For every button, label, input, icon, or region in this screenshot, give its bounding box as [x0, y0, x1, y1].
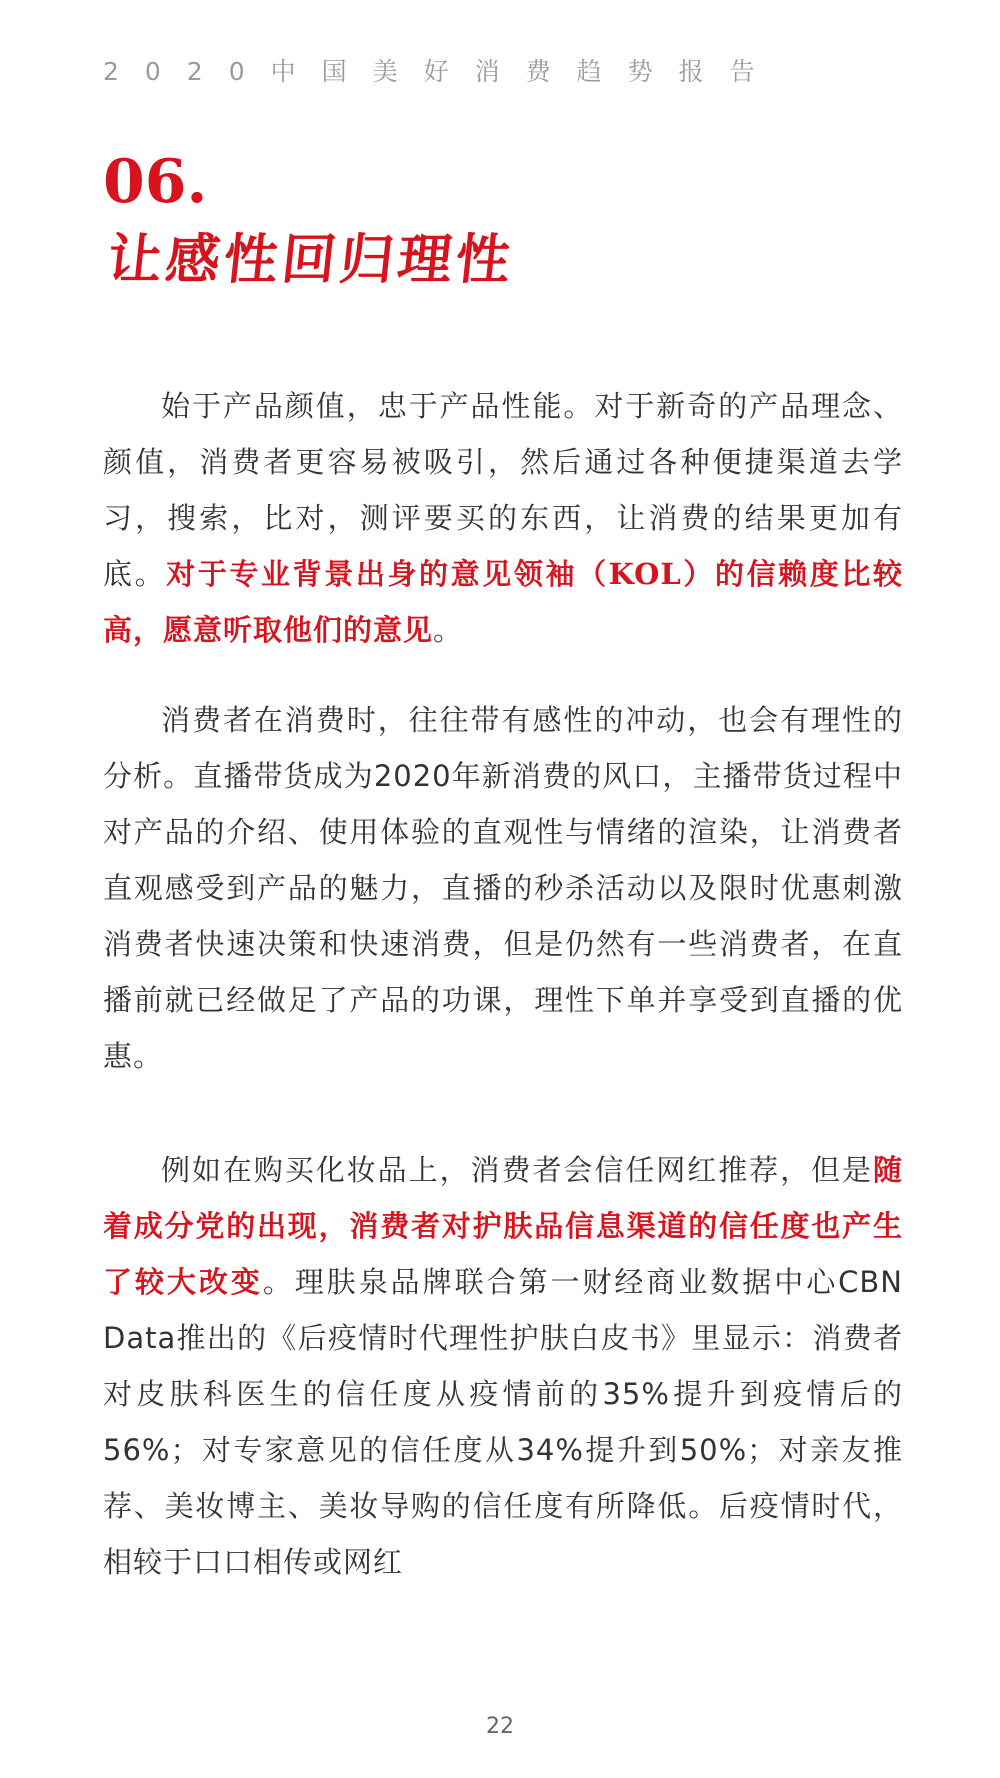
paragraph-3: [103, 1142, 903, 1590]
section-title: 让感性回归理性: [104, 227, 518, 291]
paragraph-1-highlight: 对于专业背景出身的意见领袖（KOL）的信赖度比较高，愿意听取他们的意见: [103, 557, 903, 647]
paragraph-1: [103, 378, 903, 658]
paragraph-3-continuation: 。理肤泉品牌联合第一财经商业数据中心CBN Data推出的《后疫情时代理性护肤白皮书》里显示：消费者对皮肤科医生的信任度从疫情前的35%提升到疫情后的56%；对专家意见的信任度从34%提升到50%；对亲友推荐、美妆博主、美妆导购的信任度有所降低。后疫情时代，相较于口口相传或网红: [103, 1265, 903, 1579]
paragraph-1-text: 始于产品颜值，忠于产品性能。对于新奇的产品理念、颜值，消费者更容易被吸引，然后通过各种便捷渠道去学习，搜索，比对，测评要买的东西，让消费的结果更加有底。: [103, 389, 903, 591]
page-number: 22: [486, 1714, 514, 1739]
paragraph-2-text: 消费者在消费时，往往带有感性的冲动，也会有理性的分析。直播带货成为2020年新消费的风口，主播带货过程中对产品的介绍、使用体验的直观性与情绪的渲染，让消费者直观感受到产品的魅力，直播的秒杀活动以及限时优惠刺激消费者快速决策和快速消费，但是仍然有一些消费者，在直播前就已经做足了产品的功课，理性下单并享受到直播的优惠。: [103, 703, 903, 1073]
paragraph-2: [103, 692, 903, 1084]
report-header: 2020中国美好消费趋势报告: [103, 57, 781, 86]
section-number: 06.: [103, 147, 208, 217]
paragraph-1-ending: 。: [433, 613, 464, 647]
paragraph-3-highlight: 随着成分党的出现，消费者对护肤品信息渠道的信任度也产生了较大改变: [103, 1153, 903, 1299]
paragraph-3-text: 例如在购买化妆品上，消费者会信任网红推荐，但是: [161, 1153, 873, 1187]
